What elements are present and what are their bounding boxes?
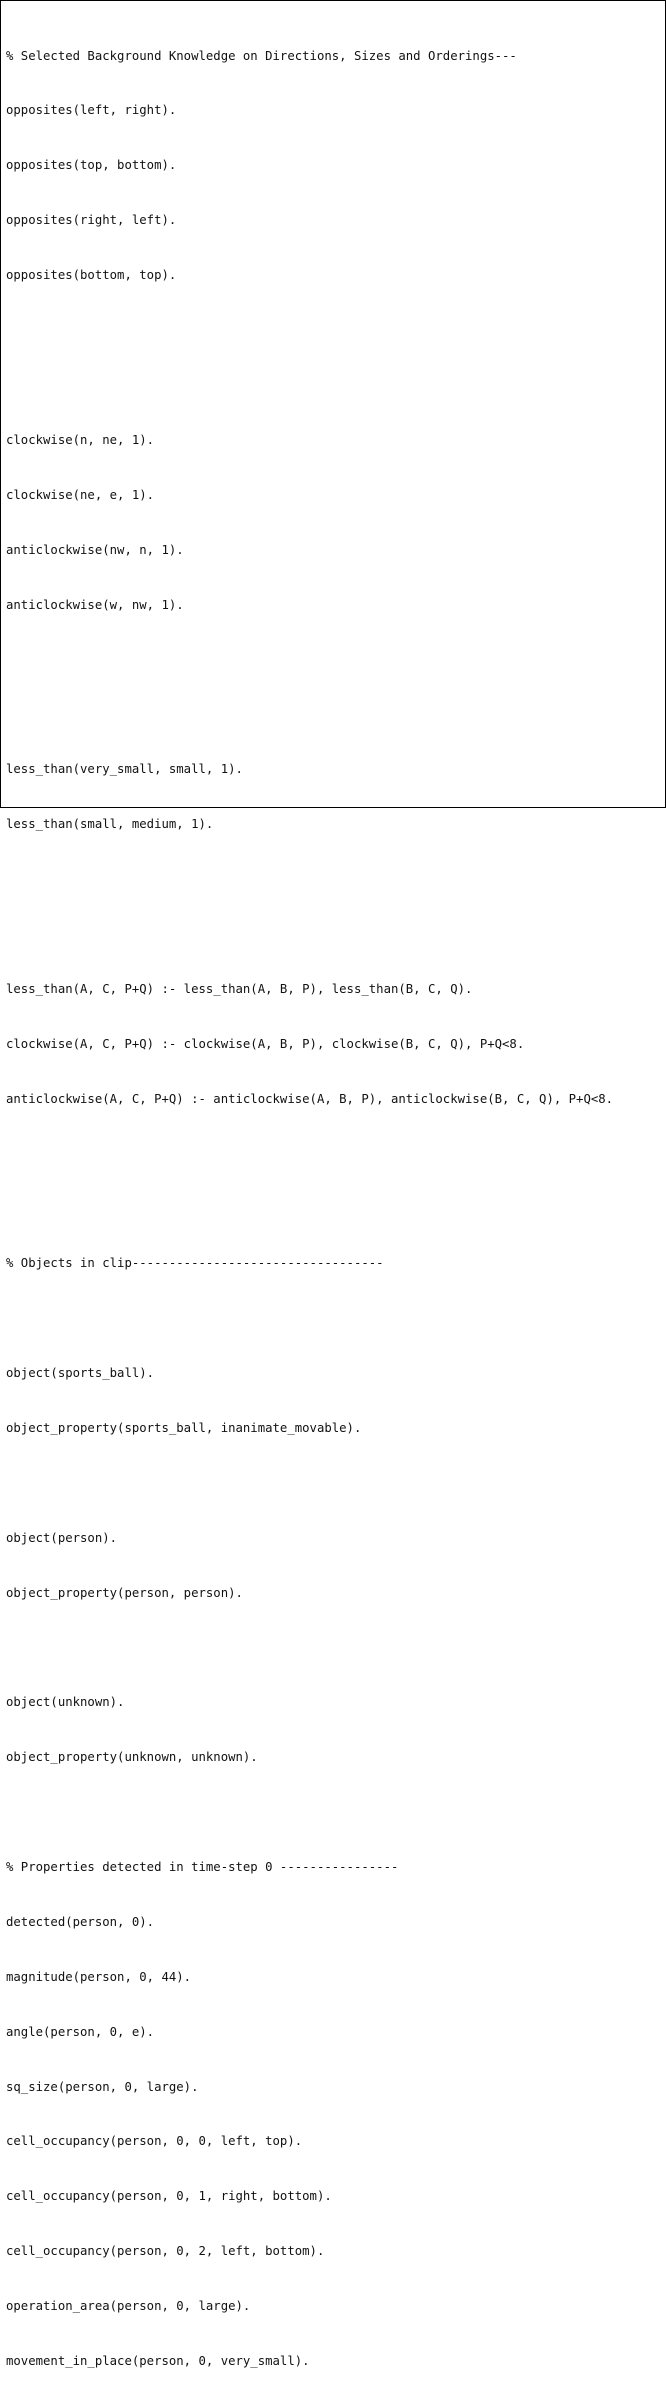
code-line: less_than(A, C, P+Q) :- less_than(A, B, P), less_than(B, C, Q). [6,981,473,996]
blank-line [6,1474,661,1492]
code-line: clockwise(A, C, P+Q) :- clockwise(A, B, P), clockwise(B, C, Q), P+Q<8. [6,1036,525,1051]
code-line: anticlockwise(A, C, P+Q) :- anticlockwise(A, B, P), anticlockwise(B, C, Q), P+Q<8. [6,1091,614,1106]
blank-line [6,376,661,394]
code-line: anticlockwise(nw, n, 1). [6,542,184,557]
blank-line [6,650,661,668]
code-line: cell_occupancy(person, 0, 0, left, top). [6,2134,303,2149]
code-line: clockwise(ne, e, 1). [6,487,155,502]
code-line: cell_occupancy(person, 0, 1, right, bottom). [6,2189,332,2204]
code-line: object(sports_ball). [6,1365,155,1380]
blank-line [6,1309,661,1327]
blank-line [6,321,661,339]
blank-line [6,870,661,888]
code-line: object(unknown). [6,1695,125,1710]
code-line: opposites(right, left). [6,213,177,228]
code-line: operation_area(person, 0, large). [6,2299,251,2314]
blank-line [6,1803,661,1821]
code-line: object_property(unknown, unknown). [6,1750,258,1765]
blank-line [6,1638,661,1656]
code-listing [6,10,661,2407]
code-line: movement_in_place(person, 0, very_small). [6,2354,310,2368]
code-line: opposites(bottom, top). [6,268,177,283]
code-line: anticlockwise(w, nw, 1). [6,597,184,612]
code-line: object_property(sports_ball, inanimate_movable). [6,1420,362,1435]
blank-line [6,1199,661,1217]
blank-line [6,705,661,723]
code-line: object(person). [6,1530,118,1545]
code-line: % Properties detected in time-step 0 ---------------- [6,1859,399,1874]
code-line: opposites(top, bottom). [6,158,177,173]
code-line: cell_occupancy(person, 0, 2, left, bottom). [6,2244,325,2259]
code-line: % Selected Background Knowledge on Directions, Sizes and Orderings--- [6,48,517,63]
code-line: magnitude(person, 0, 44). [6,1969,192,1984]
code-line: less_than(very_small, small, 1). [6,762,243,777]
blank-line [6,1144,661,1162]
code-line: less_than(small, medium, 1). [6,817,214,832]
code-line: clockwise(n, ne, 1). [6,432,155,447]
code-line: angle(person, 0, e). [6,2024,155,2039]
blank-line [6,925,661,943]
code-line: object_property(person, person). [6,1585,243,1600]
code-line: sq_size(person, 0, large). [6,2079,199,2094]
code-line: detected(person, 0). [6,1914,155,1929]
code-line: % Objects in clip---------------------------------- [6,1256,384,1271]
code-line: opposites(left, right). [6,103,177,118]
